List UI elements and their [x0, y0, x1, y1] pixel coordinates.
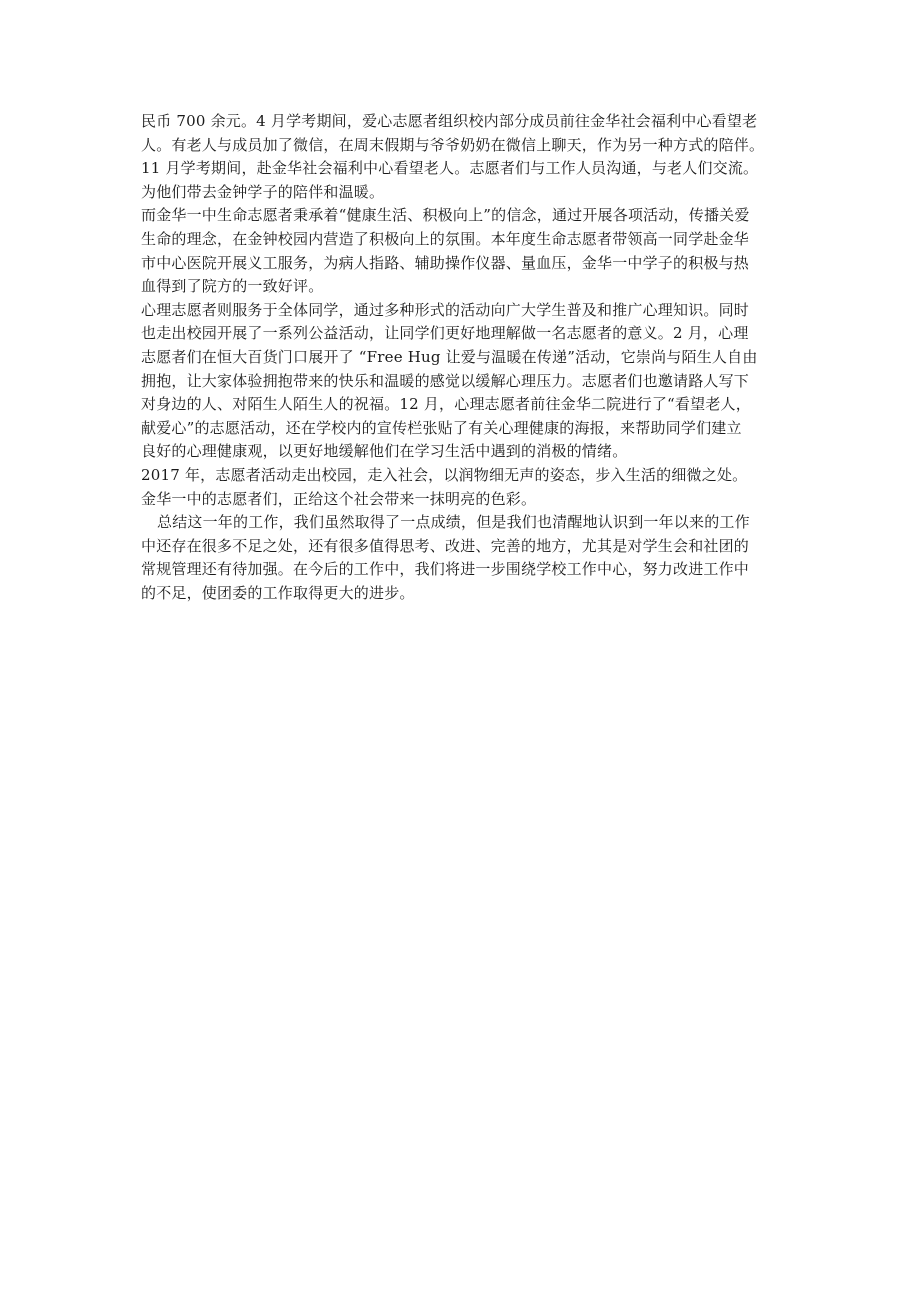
text-line: 心理志愿者则服务于全体同学，通过多种形式的活动向广大学生普及和推广心理知识。同时 — [141, 300, 750, 319]
text-line: 对身边的人、对陌生人陌生人的祝福。12 月，心理志愿者前往金华二院进行了“看望老人， — [141, 395, 751, 414]
text-line: 常规管理还有待加强。在今后的工作中，我们将进一步围绕学校工作中心，努力改进工作中 — [141, 560, 750, 579]
text-line: 也走出校园开展了一系列公益活动，让同学们更好地理解做一名志愿者的意义。2 月，心理 — [141, 324, 749, 343]
text-line: 人。有老人与成员加了微信，在周末假期与爷爷奶奶在微信上聊天，作为另一种方式的陪伴。 — [141, 135, 765, 154]
text-line: 而金华一中生命志愿者秉承着“健康生活、积极向上”的信念，通过开展各项活动，传播关爱 — [141, 206, 750, 225]
text-line: 拥抱，让大家体验拥抱带来的快乐和温暖的感觉以缓解心理压力。志愿者们也邀请路人写下 — [141, 371, 750, 390]
document-body — [141, 110, 791, 605]
text-line: 为他们带去金钟学子的陪伴和温暖。 — [141, 182, 385, 201]
text-line: 生命的理念，在金钟校园内营造了积极向上的氛围。本年度生命志愿者带领高一同学赴金华 — [141, 229, 750, 248]
text-line: 志愿者们在恒大百货门口展开了 “Free Hug 让爱与温暖在传递”活动，它崇尚与陌生人自由 — [141, 347, 758, 366]
text-line: 2017 年，志愿者活动走出校园，走入社会，以润物细无声的姿态，步入生活的细微之处。 — [141, 465, 748, 484]
text-line: 11 月学考期间，赴金华社会福利中心看望老人。志愿者们与工作人员沟通，与老人们交流。 — [141, 159, 759, 178]
text-line: 献爱心”的志愿活动，还在学校内的宣传栏张贴了有关心理健康的海报，来帮助同学们建立 — [141, 418, 742, 437]
text-line: 金华一中的志愿者们，正给这个社会带来一抹明亮的色彩。 — [141, 489, 537, 508]
text-line: 的不足，使团委的工作取得更大的进步。 — [141, 583, 415, 602]
text-line: 民币 700 余元。4 月学考期间，爱心志愿者组织校内部分成员前往金华社会福利中心看望老 — [141, 112, 758, 130]
text-line: 血得到了院方的一致好评。 — [141, 277, 324, 296]
text-line: 中还存在很多不足之处，还有很多值得思考、改进、完善的地方，尤其是对学生会和社团的 — [141, 536, 750, 555]
text-line: 市中心医院开展义工服务，为病人指路、辅助操作仪器、量血压，金华一中学子的积极与热 — [141, 253, 750, 272]
text-line: 良好的心理健康观，以更好地缓解他们在学习生活中遇到的消极的情绪。 — [141, 442, 628, 461]
text-line: 总结这一年的工作，我们虽然取得了一点成绩，但是我们也清醒地认识到一年以来的工作 — [157, 513, 750, 532]
